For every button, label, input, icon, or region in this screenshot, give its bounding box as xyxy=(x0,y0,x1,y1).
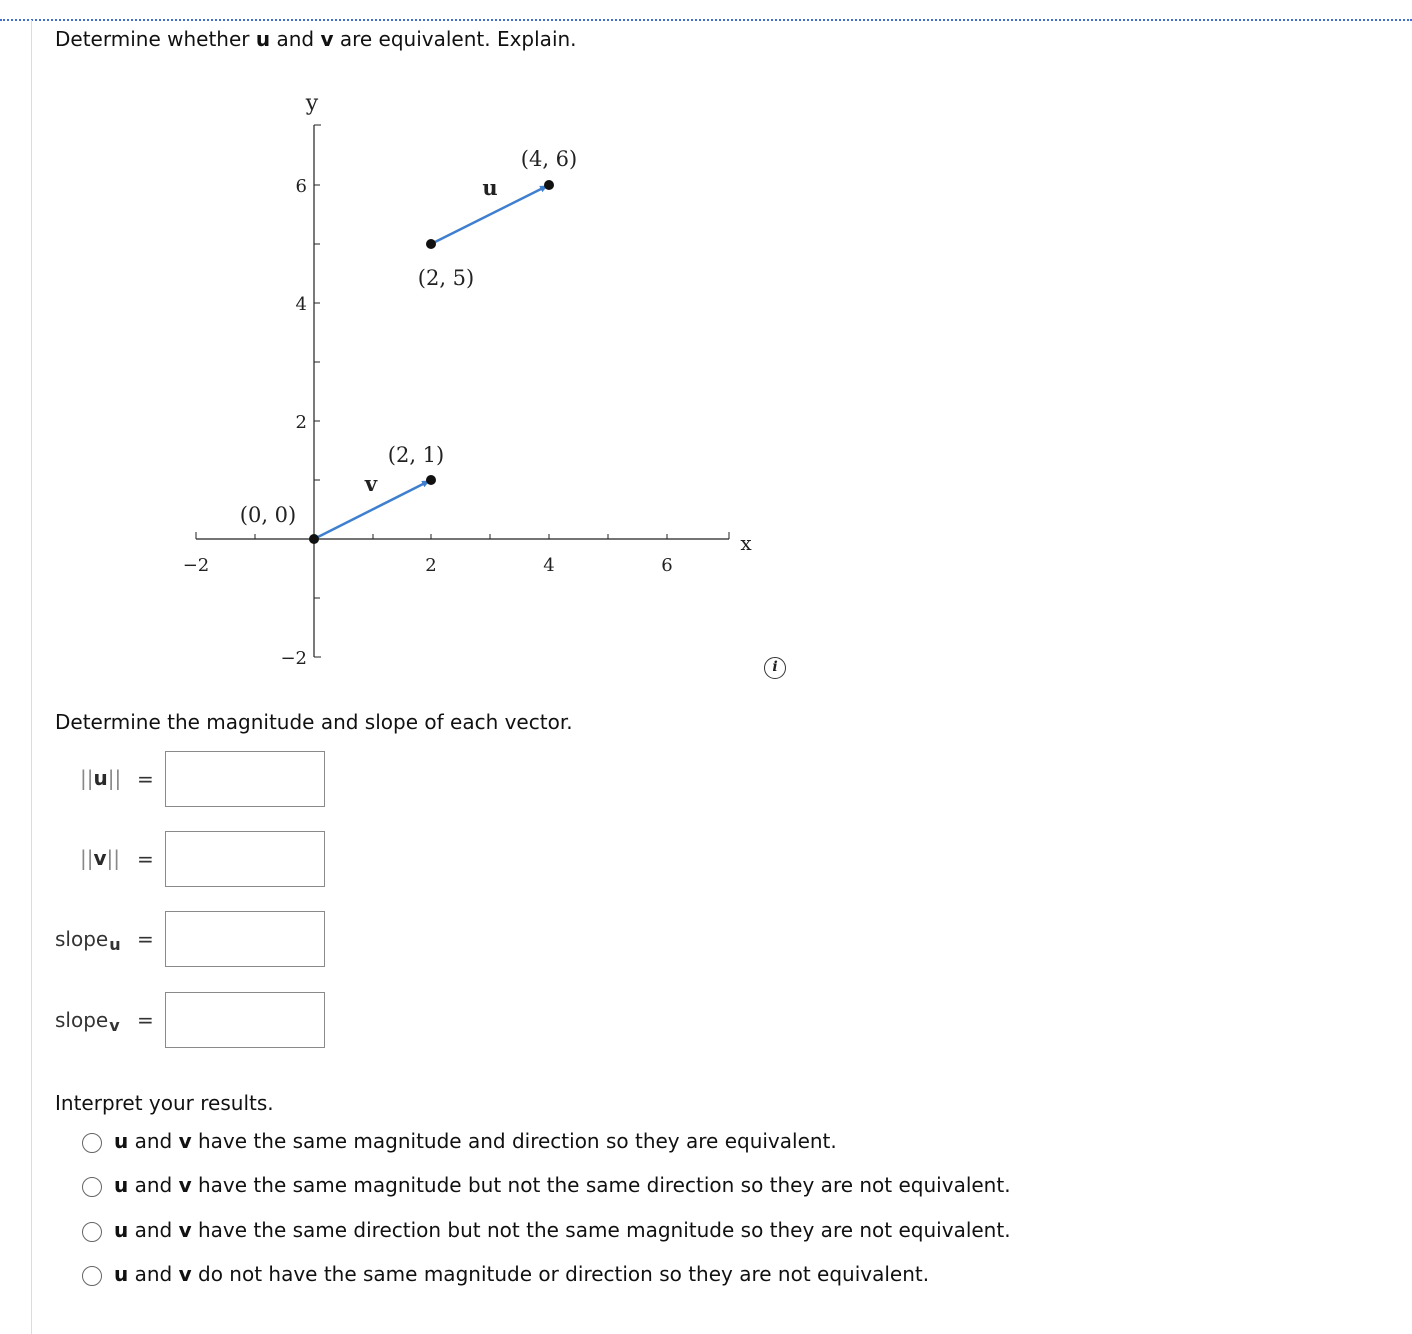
question-v: v xyxy=(320,27,334,51)
vector-v-end-label: (2, 1) xyxy=(387,443,445,467)
option-u: u xyxy=(114,1218,129,1242)
option-u: u xyxy=(114,1173,129,1197)
norm-u-input[interactable] xyxy=(165,751,325,807)
slope-u-label-text: slope xyxy=(55,927,109,951)
vector-v-start-point xyxy=(309,534,319,544)
x-tick-label: 4 xyxy=(543,555,555,576)
option-and: and xyxy=(128,1262,179,1286)
vector-v-end-point xyxy=(426,475,436,485)
slope-v-subscript: v xyxy=(109,1016,120,1035)
instruction-text: Determine the magnitude and slope of each vector. xyxy=(55,710,573,734)
x-tick-label: 2 xyxy=(425,555,437,576)
info-icon[interactable]: i xyxy=(764,657,786,679)
interpret-prompt: Interpret your results. xyxy=(55,1091,274,1115)
option-v: v xyxy=(178,1129,192,1153)
equals-sign: = xyxy=(137,1008,154,1032)
slope-u-row xyxy=(0,911,400,967)
option-and: and xyxy=(128,1129,179,1153)
slope-v-label-text: slope xyxy=(55,1008,109,1032)
option-and: and xyxy=(128,1173,179,1197)
norm-u-bars-right: || xyxy=(107,766,122,790)
radio-option-neither[interactable] xyxy=(82,1262,1082,1292)
question-u: u xyxy=(255,27,271,51)
norm-v-label xyxy=(80,846,120,870)
x-axis-label: x xyxy=(740,531,752,555)
norm-u-row xyxy=(0,751,400,807)
option-and: and xyxy=(128,1218,179,1242)
equals-sign: = xyxy=(137,847,154,871)
vector-v-start-label: (0, 0) xyxy=(239,503,297,527)
slope-v-input[interactable] xyxy=(165,992,325,1048)
y-tick-label: 2 xyxy=(295,412,307,433)
y-axis-label: y xyxy=(305,91,319,116)
question-part2: are equivalent. Explain. xyxy=(333,27,577,51)
norm-u-label xyxy=(80,766,121,790)
slope-u-input[interactable] xyxy=(165,911,325,967)
y-tick-label: −2 xyxy=(280,648,307,669)
vector-u-start-label: (2, 5) xyxy=(417,266,475,290)
norm-v-name: v xyxy=(93,846,107,870)
radio-button[interactable] xyxy=(82,1177,102,1197)
radio-option-label xyxy=(114,1173,1011,1197)
y-tick-label: 6 xyxy=(295,176,307,197)
vector-u-end-point xyxy=(544,180,554,190)
x-tick-label: 6 xyxy=(661,555,673,576)
question-and: and xyxy=(270,27,321,51)
norm-u-bars-left: || xyxy=(80,766,94,790)
option-v: v xyxy=(178,1262,192,1286)
radio-button[interactable] xyxy=(82,1133,102,1153)
vector-graph xyxy=(0,0,800,700)
norm-v-row xyxy=(0,831,400,887)
slope-v-row xyxy=(0,992,400,1048)
option-u: u xyxy=(114,1129,129,1153)
norm-v-input[interactable] xyxy=(165,831,325,887)
option-text: have the same direction but not the same magnitude so they are not equivalent. xyxy=(191,1218,1011,1242)
option-v: v xyxy=(178,1173,192,1197)
vector-u-start-point xyxy=(426,239,436,249)
vector-u-end-label: (4, 6) xyxy=(520,147,578,171)
option-u: u xyxy=(114,1262,129,1286)
y-tick-label: 4 xyxy=(295,294,307,315)
option-v: v xyxy=(178,1218,192,1242)
vector-u-name: u xyxy=(482,175,498,200)
radio-option-same-magnitude-and-direction[interactable] xyxy=(82,1129,1082,1159)
slope-u-subscript: u xyxy=(109,935,121,954)
vector-v-name: v xyxy=(364,471,378,496)
radio-option-label xyxy=(114,1218,1011,1242)
radio-option-label xyxy=(114,1129,837,1153)
equals-sign: = xyxy=(137,767,154,791)
norm-v-bars-right: || xyxy=(106,846,121,870)
radio-button[interactable] xyxy=(82,1222,102,1242)
slope-v-label xyxy=(55,1008,120,1035)
slope-u-label xyxy=(55,927,121,954)
radio-option-label xyxy=(114,1262,929,1286)
radio-option-same-magnitude-not-direction[interactable] xyxy=(82,1173,1082,1203)
equals-sign: = xyxy=(137,927,154,951)
norm-u-name: u xyxy=(93,766,108,790)
norm-v-bars-left: || xyxy=(80,846,94,870)
radio-option-same-direction-not-magnitude[interactable] xyxy=(82,1218,1082,1248)
question-part1: Determine whether xyxy=(55,27,256,51)
option-text: have the same magnitude but not the same direction so they are not equivalent. xyxy=(191,1173,1011,1197)
radio-button[interactable] xyxy=(82,1266,102,1286)
option-text: do not have the same magnitude or direction so they are not equivalent. xyxy=(191,1262,930,1286)
option-text: have the same magnitude and direction so they are equivalent. xyxy=(191,1129,837,1153)
x-tick-label: −2 xyxy=(182,555,210,576)
